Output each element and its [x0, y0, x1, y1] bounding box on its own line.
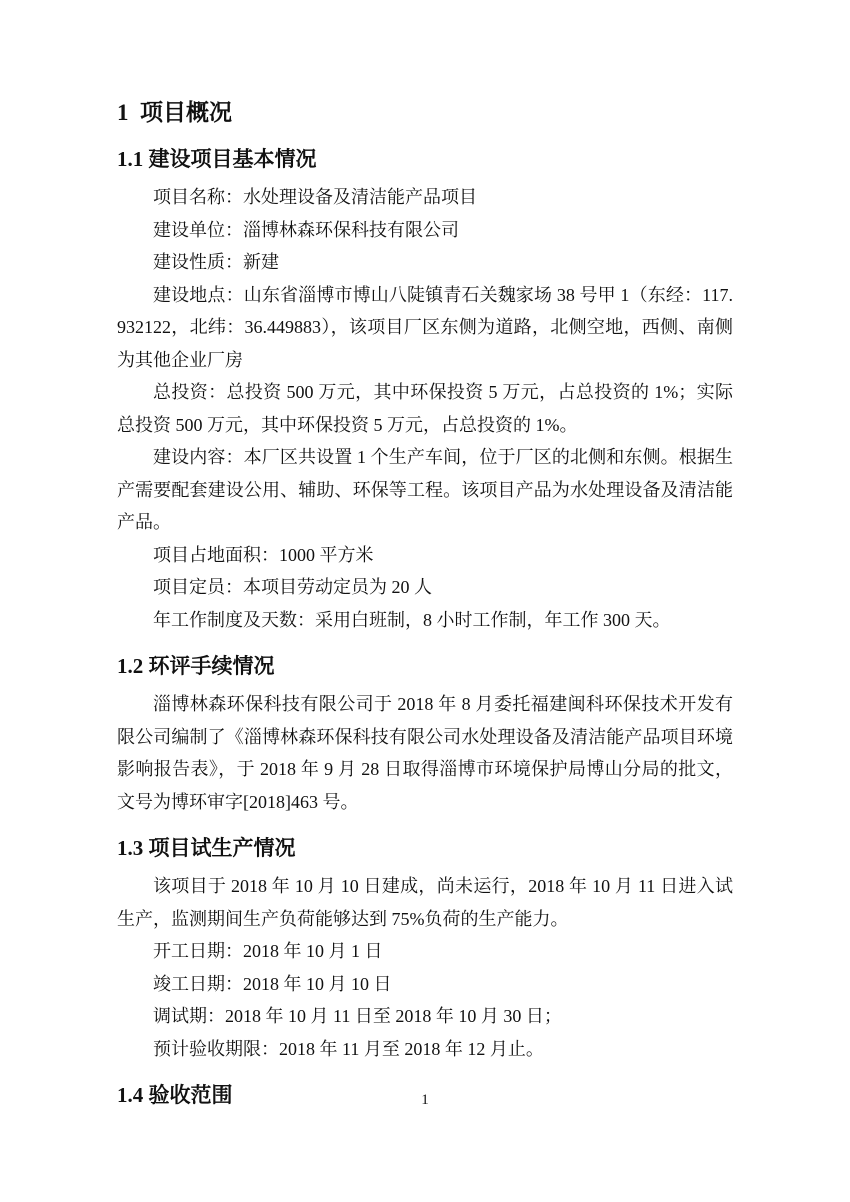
para-construction-nature: 建设性质：新建: [153, 252, 279, 272]
para-construction-unit: 建设单位：淄博林森环保科技有限公司: [153, 219, 459, 240]
section-heading-basic-info: 1.1 建设项目基本情况: [117, 147, 317, 171]
page-number: 1: [421, 1092, 429, 1108]
section-heading-eia-procedure: 1.2 环评手续情况: [117, 654, 275, 678]
para-construction-site: 建设地点：山东省淄博市博山八陡镇青石关魏家场 38 号甲 1（东经：117.932122，北纬：36.449883），该项目厂区东侧为道路，北侧空地，西侧、南侧为其他企业厂房: [117, 284, 733, 370]
para-completion-date: 竣工日期：2018 年 10 月 10 日: [153, 973, 392, 994]
page-footer: [0, 1092, 850, 1109]
para-land-area: 项目占地面积：1000 平方米: [153, 544, 374, 565]
para-expected-acceptance-period: 预计验收期限：2018 年 11 月至 2018 年 12 月止。: [153, 1038, 544, 1059]
para-total-investment: 总投资：总投资 500 万元，其中环保投资 5 万元，占总投资的 1%；实际总投资 500 万元，其中环保投资 5 万元，占总投资的 1%。: [117, 382, 733, 435]
para-trial-production: 该项目于 2018 年 10 月 10 日建成，尚未运行，2018 年 10 月 11 日进入试生产，监测期间生产负荷能够达到 75%负荷的生产能力。: [117, 876, 733, 929]
para-construction-content: 建设内容：本厂区共设置 1 个生产车间，位于厂区的北侧和东侧。根据生产需要配套建设公用、辅助、环保等工程。该项目产品为水处理设备及清洁能产品。: [117, 447, 733, 532]
para-eia-procedure: 淄博林森环保科技有限公司于 2018 年 8 月委托福建闽科环保技术开发有限公司编制了《淄博林森环保科技有限公司水处理设备及清洁能产品项目环境影响报告表》，于 2018 年 9 月 28 日取得淄博市环境保护局博山分局的批文，文号为博环审字[2018]463 号。: [117, 694, 733, 812]
section-heading-acceptance-scope: 1.4 验收范围: [117, 1083, 233, 1107]
section-heading-trial-production: 1.3 项目试生产情况: [117, 836, 296, 860]
para-commissioning-period: 调试期：2018 年 10 月 11 日至 2018 年 10 月 30 日；: [153, 1006, 562, 1026]
para-start-date: 开工日期：2018 年 10 月 1 日: [153, 941, 383, 961]
para-staffing: 项目定员：本项目劳动定员为 20 人: [153, 577, 432, 597]
chapter-heading: 1 项目概况: [117, 100, 232, 125]
para-work-schedule: 年工作制度及天数：采用白班制，8 小时工作制，年工作 300 天。: [153, 609, 671, 630]
para-project-name: 项目名称：水处理设备及清洁能产品项目: [153, 187, 477, 207]
